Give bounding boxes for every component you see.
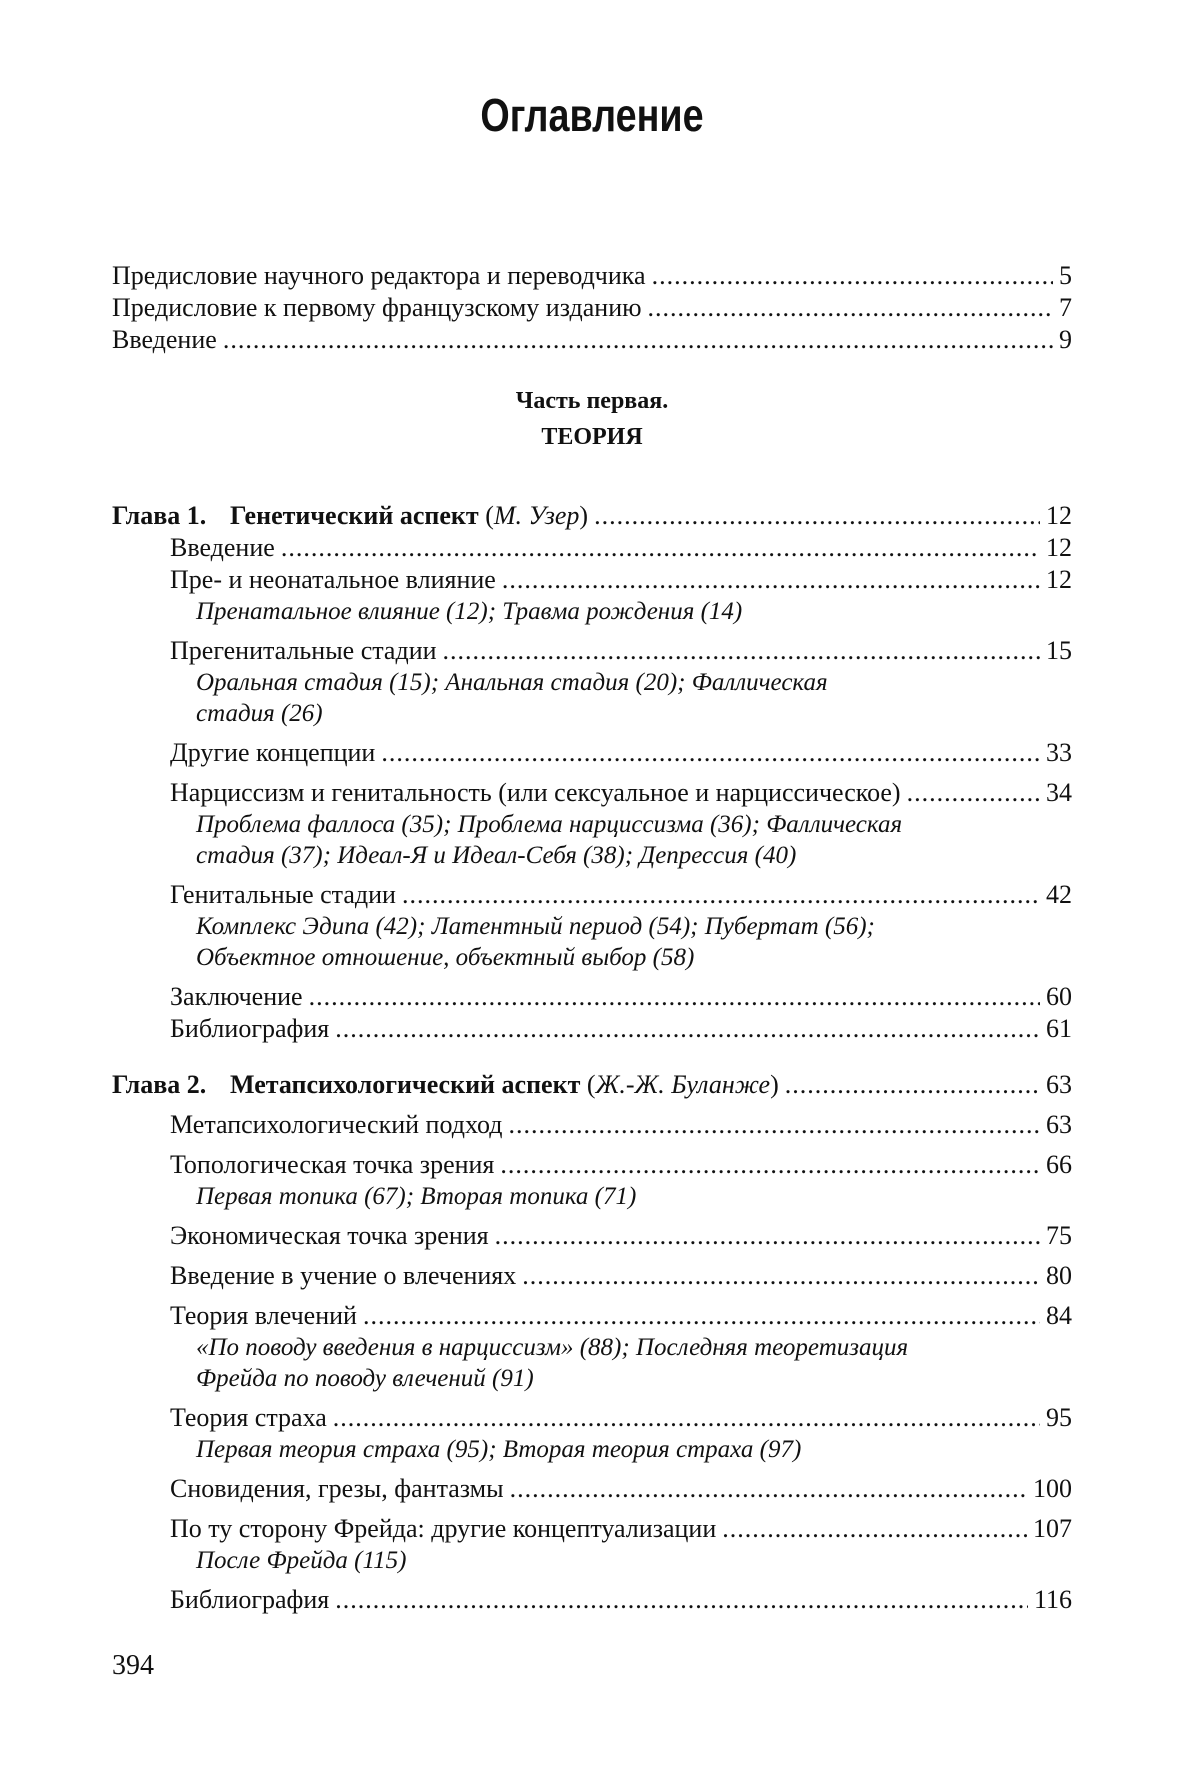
toc-row[interactable] bbox=[112, 737, 1072, 769]
leader-dots bbox=[502, 564, 1040, 596]
chapter-row[interactable] bbox=[112, 500, 1072, 532]
toc-page: 15 bbox=[1046, 636, 1072, 665]
toc-page: 9 bbox=[1059, 325, 1072, 354]
leader-dots bbox=[500, 1149, 1040, 1181]
leader-dots bbox=[508, 1109, 1040, 1141]
toc-page: 63 bbox=[1046, 1070, 1072, 1099]
toc-page: 75 bbox=[1046, 1221, 1072, 1250]
chapter-title: Метапсихологический аспект bbox=[230, 1070, 581, 1099]
chapter-1 bbox=[112, 500, 1072, 1045]
leader-dots bbox=[223, 324, 1053, 356]
toc-row[interactable] bbox=[112, 981, 1072, 1013]
toc-label: Пре- и неонатальное влияние bbox=[170, 565, 496, 594]
front-matter bbox=[112, 260, 1072, 356]
toc-label: Другие концепции bbox=[170, 738, 376, 767]
leader-dots bbox=[522, 1260, 1040, 1292]
chapter-label: Глава 1. Генетический аспект (М. Узер) bbox=[112, 501, 589, 530]
leader-dots bbox=[335, 1013, 1040, 1045]
toc-page: 12 bbox=[1046, 533, 1072, 562]
toc-subtopics: «По поводу введения в нарциссизм» (88); Последняя теоретизация bbox=[196, 1334, 909, 1361]
leader-dots bbox=[443, 635, 1040, 667]
toc-page: 34 bbox=[1046, 778, 1072, 807]
leader-dots bbox=[510, 1473, 1027, 1505]
toc-subtopics: Первая топика (67); Вторая топика (71) bbox=[196, 1183, 637, 1210]
leader-dots bbox=[652, 260, 1053, 292]
leader-dots bbox=[495, 1220, 1040, 1252]
toc-row[interactable] bbox=[112, 532, 1072, 564]
toc-subtopics: Оральная стадия (15); Анальная стадия (20); Фаллическая bbox=[196, 669, 828, 696]
leader-dots bbox=[402, 879, 1040, 911]
part-heading: Часть первая. bbox=[515, 388, 669, 414]
toc-label: Нарциссизм и генитальность (или сексуальное и нарциссическое) bbox=[170, 778, 901, 807]
toc-page: 61 bbox=[1046, 1014, 1072, 1043]
toc-row[interactable] bbox=[112, 564, 1072, 596]
chapter-number: Глава 2. bbox=[112, 1070, 207, 1099]
toc-page: 33 bbox=[1046, 738, 1072, 767]
page-title: Оглавление bbox=[480, 89, 704, 141]
toc-row[interactable] bbox=[112, 777, 1072, 809]
chapter-author: М. Узер bbox=[493, 501, 580, 530]
part-title: ТЕОРИЯ bbox=[541, 424, 643, 450]
toc-page: 95 bbox=[1046, 1403, 1072, 1432]
toc-page: 12 bbox=[1046, 501, 1072, 530]
toc-page: 60 bbox=[1046, 982, 1072, 1011]
chapter-2 bbox=[112, 1069, 1072, 1616]
chapter-row[interactable] bbox=[112, 1069, 1072, 1101]
toc-label: Теория страха bbox=[170, 1403, 327, 1432]
toc-row[interactable] bbox=[112, 1013, 1072, 1045]
toc-label: Введение bbox=[170, 533, 275, 562]
leader-dots bbox=[907, 777, 1040, 809]
toc-subtopics: стадия (37); Идеал-Я и Идеал-Себя (38); Депрессия (40) bbox=[196, 842, 797, 869]
toc-row[interactable] bbox=[112, 260, 1072, 292]
toc-row[interactable] bbox=[112, 1109, 1072, 1141]
leader-dots bbox=[381, 737, 1040, 769]
chapter-number: Глава 1. bbox=[112, 501, 207, 530]
leader-dots bbox=[281, 532, 1040, 564]
leader-dots bbox=[594, 500, 1040, 532]
toc-subtopics: Комплекс Эдипа (42); Латентный период (54); Пубертат (56); bbox=[196, 913, 875, 940]
toc-label: Предисловие к первому французскому изданию bbox=[112, 293, 642, 322]
toc-page: 42 bbox=[1046, 880, 1072, 909]
toc-page: 116 bbox=[1033, 1585, 1072, 1614]
toc-page: 84 bbox=[1046, 1301, 1072, 1330]
toc-row[interactable] bbox=[112, 1584, 1072, 1616]
toc-label: Генитальные стадии bbox=[170, 880, 396, 909]
chapter-author: Ж.-Ж. Буланже bbox=[595, 1070, 771, 1099]
toc-label: Введение bbox=[112, 325, 217, 354]
toc-subtopics: Проблема фаллоса (35); Проблема нарциссизма (36); Фаллическая bbox=[196, 811, 903, 838]
leader-dots bbox=[333, 1402, 1040, 1434]
toc-label: По ту сторону Фрейда: другие концептуализации bbox=[170, 1514, 717, 1543]
table-of-contents bbox=[112, 260, 1072, 1616]
toc-row[interactable] bbox=[112, 1513, 1072, 1545]
toc-page: 80 bbox=[1046, 1261, 1072, 1290]
toc-row[interactable] bbox=[112, 1260, 1072, 1292]
toc-row[interactable] bbox=[112, 1300, 1072, 1332]
toc-label: Экономическая точка зрения bbox=[170, 1221, 489, 1250]
toc-page: 107 bbox=[1033, 1514, 1072, 1543]
leader-dots bbox=[363, 1300, 1040, 1332]
toc-label: Прегенитальные стадии bbox=[170, 636, 437, 665]
toc-page: 100 bbox=[1033, 1474, 1072, 1503]
toc-row[interactable] bbox=[112, 1220, 1072, 1252]
toc-subtopics: После Фрейда (115) bbox=[196, 1547, 407, 1574]
chapter-title: Генетический аспект bbox=[230, 501, 479, 530]
toc-subtopics: Фрейда по поводу влечений (91) bbox=[196, 1365, 534, 1392]
leader-dots bbox=[335, 1584, 1028, 1616]
leader-dots bbox=[722, 1513, 1027, 1545]
toc-subtopics: Первая теория страха (95); Вторая теория страха (97) bbox=[196, 1436, 802, 1463]
chapter-label: Глава 2. Метапсихологический аспект (Ж.-Ж. Буланже) bbox=[112, 1070, 779, 1099]
toc-page: 12 bbox=[1046, 565, 1072, 594]
leader-dots bbox=[309, 981, 1040, 1013]
toc-page: 63 bbox=[1046, 1110, 1072, 1139]
toc-subtopics: Объектное отношение, объектный выбор (58) bbox=[196, 944, 695, 971]
leader-dots bbox=[785, 1069, 1040, 1101]
toc-label: Заключение bbox=[170, 982, 303, 1011]
toc-row[interactable] bbox=[112, 635, 1072, 667]
toc-row[interactable] bbox=[112, 1402, 1072, 1434]
toc-label: Метапсихологический подход bbox=[170, 1110, 503, 1139]
toc-subtopics: стадия (26) bbox=[196, 700, 323, 727]
page-number: 394 bbox=[112, 1650, 154, 1681]
toc-label: Библиография bbox=[170, 1014, 330, 1043]
toc-row[interactable] bbox=[112, 1149, 1072, 1181]
toc-label: Введение в учение о влечениях bbox=[170, 1261, 517, 1290]
toc-label: Топологическая точка зрения bbox=[170, 1150, 495, 1179]
leader-dots bbox=[648, 292, 1053, 324]
toc-label: Сновидения, грезы, фантазмы bbox=[170, 1474, 504, 1503]
toc-label: Библиография bbox=[170, 1585, 330, 1614]
toc-label: Предисловие научного редактора и переводчика bbox=[112, 261, 646, 290]
toc-subtopics: Пренатальное влияние (12); Травма рождения (14) bbox=[196, 598, 743, 625]
toc-row[interactable] bbox=[112, 879, 1072, 911]
toc-row[interactable] bbox=[112, 1473, 1072, 1505]
toc-row[interactable] bbox=[112, 292, 1072, 324]
toc-label: Теория влечений bbox=[170, 1301, 357, 1330]
toc-page: 7 bbox=[1059, 293, 1072, 322]
toc-row[interactable] bbox=[112, 324, 1072, 356]
toc-page: 66 bbox=[1046, 1150, 1072, 1179]
toc-page: 5 bbox=[1059, 261, 1072, 290]
